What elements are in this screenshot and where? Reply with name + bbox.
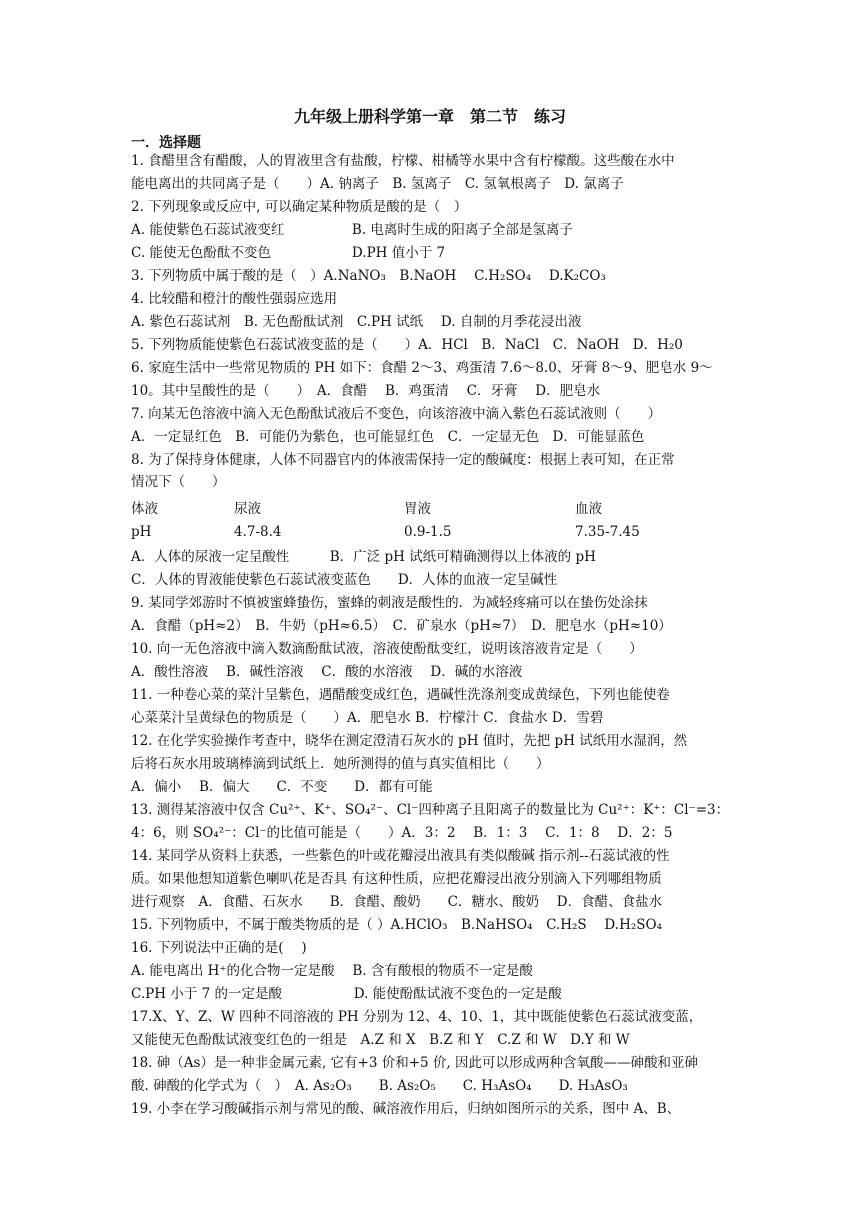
- table-cell: 体液: [131, 501, 158, 517]
- question-line: C. 能使无色酚酞不变色 D.PH 值小于 7: [131, 245, 446, 261]
- page-title: 九年级上册科学第一章 第二节 练习: [293, 107, 566, 126]
- question-line: 能电离出的共同离子是（ ）A. 钠离子 B. 氢离子 C. 氢氧根离子 D. 氯离子: [131, 176, 624, 192]
- question-line: 6. 家庭生活中一些常见物质的 PH 如下：食醋 2～3、鸡蛋清 7.6～8.0、牙膏 8～9、肥皂水 9～: [131, 360, 713, 376]
- question-line: 酸. 砷酸的化学式为（ ） A. As₂O₃ B. As₂O₅ C. H₃AsO₄ D. H₃AsO₃: [131, 1078, 628, 1094]
- table-cell: 胃液: [404, 501, 431, 517]
- question-line: A. 能电离出 H⁺的化合物一定是酸 B. 含有酸根的物质不一定是酸: [131, 963, 533, 979]
- question-line: 情况下（ ）: [131, 474, 226, 490]
- question-line: A．食醋（pH≈2） B．牛奶（pH≈6.5） C．矿泉水（pH≈7） D．肥皂水（pH≈10）: [131, 618, 672, 634]
- question-line: 19. 小李在学习酸碱指示剂与常见的酸、碱溶液作用后，归纳如图所示的关系，图中 A、B、: [131, 1101, 681, 1117]
- question-line: 15. 下列物质中，不属于酸类物质的是（ ）A.HClO₃ B.NaHSO₄ C.H₂S D.H₂SO₄: [131, 917, 662, 933]
- table-cell: 血液: [575, 501, 602, 517]
- table-cell: pH: [131, 524, 152, 540]
- question-line: 12. 在化学实验操作考查中，晓华在测定澄清石灰水的 pH 值时，先把 pH 试纸用水湿润，然: [131, 733, 688, 749]
- question-line: 9. 某同学郊游时不慎被蜜蜂蛰伤，蜜蜂的刺液是酸性的．为减轻疼痛可以在蛰伤处涂抹: [131, 595, 648, 611]
- question-line: 13. 测得某溶液中仅含 Cu²⁺、K⁺、SO₄²⁻、Cl⁻四种离子且阳离子的数量比为 Cu²⁺：K⁺：Cl⁻=3：: [131, 802, 730, 818]
- question-line: 2. 下列现象或反应中, 可以确定某种物质是酸的是（ ）: [131, 199, 468, 215]
- table-cell: 4.7-8.4: [234, 524, 282, 540]
- table-cell: 尿液: [234, 501, 261, 517]
- question-line: A．一定显红色 B．可能仍为紫色，也可能显红色 C．一定显无色 D．可能显蓝色: [131, 429, 645, 445]
- question-line: 10. 向一无色溶液中滴入数滴酚酞试液，溶液使酚酞变红，说明该溶液肯定是（ ）: [131, 641, 643, 657]
- table-row: [131, 524, 731, 544]
- question-line: 3. 下列物质中属于酸的是（ ）A.NaNO₃ B.NaOH C.H₂SO₄ D.K₂CO₃: [131, 268, 606, 284]
- question-line: 17.X、Y、Z、W 四种不同溶液的 PH 分别为 12、4、10、1，其中既能使紫色石蕊试液变蓝，: [131, 1009, 703, 1025]
- question-line: C.PH 小于 7 的一定是酸 D. 能使酚酞试液不变色的一定是酸: [131, 986, 562, 1002]
- question-line: A. 紫色石蕊试剂 B. 无色酚酞试剂 C.PH 试纸 D. 自制的月季花浸出液: [131, 314, 582, 330]
- question-line: 7. 向某无色溶液中滴入无色酚酞试液后不变色，向该溶液中滴入紫色石蕊试液则（ ）: [131, 406, 662, 422]
- table-cell: 0.9-1.5: [404, 524, 452, 540]
- question-line: 心菜菜汁呈黄绿色的物质是（ ）A．肥皂水 B．柠檬汁 C．食盐水 D．雪碧: [131, 710, 604, 726]
- question-line: 后将石灰水用玻璃棒滴到试纸上．她所测得的值与真实值相比（ ）: [131, 756, 550, 772]
- question-line: 1. 食醋里含有醋酸，人的胃液里含有盐酸，柠檬、柑橘等水果中含有柠檬酸。这些酸在水中: [131, 153, 675, 169]
- question-line: A．人体的尿液一定呈酸性 B．广泛 pH 试纸可精确测得以上体液的 pH: [131, 549, 596, 565]
- question-line: 质。如果他想知道紫色喇叭花是否具 有这种性质，应把花瓣浸出液分别滴入下列哪组物质: [131, 871, 662, 887]
- question-line: A．酸性溶液 B．碱性溶液 C．酸的水溶液 D．碱的水溶液: [131, 664, 523, 680]
- question-line: 11. 一种卷心菜的菜汁呈紫色，遇醋酸变成红色，遇碱性洗涤剂变成黄绿色，下列也能使卷: [131, 687, 670, 703]
- question-line: 进行观察 A．食醋、石灰水 B．食醋、酸奶 C．糖水、酸奶 D．食醋、食盐水: [131, 894, 663, 910]
- question-line: 18. 砷（As）是一种非金属元素, 它有+3 价和+5 价, 因此可以形成两种含氧酸——砷酸和亚砷: [131, 1055, 698, 1071]
- question-line: A. 能使紫色石蕊试液变红 B. 电离时生成的阳离子全部是氢离子: [131, 222, 573, 238]
- question-line: 5. 下列物质能使紫色石蕊试液变蓝的是（ ）A．HCl B．NaCl C．NaOH D．H₂0: [131, 337, 683, 353]
- question-line: 16. 下列说法中正确的是( ): [131, 940, 307, 956]
- question-line: 又能使无色酚酞试液变红色的一组是 A.Z 和 X B.Z 和 Y C.Z 和 W D.Y 和 W: [131, 1032, 630, 1048]
- question-line: A．偏小 B．偏大 C．不变 D．都有可能: [131, 779, 433, 795]
- question-line: 10。其中呈酸性的是（ ） A．食醋 B．鸡蛋清 C．牙膏 D．肥皂水: [131, 383, 601, 399]
- table-cell: 7.35-7.45: [575, 524, 640, 540]
- table-row: [131, 497, 731, 517]
- question-line: 4：6，则 SO₄²⁻：Cl⁻的比值可能是（ ）A．3：2 B．1：3 C．1：8 D．2：5: [131, 825, 673, 841]
- question-line: 4. 比较醋和橙汁的酸性强弱应选用: [131, 291, 338, 307]
- question-line: C．人体的胃液能使紫色石蕊试液变蓝色 D．人体的血液一定呈碱性: [131, 572, 558, 588]
- question-line: 8. 为了保持身体健康，人体不同器官内的体液需保持一定的酸碱度：根据上表可知，在正常: [131, 452, 675, 468]
- question-line: 14. 某同学从资料上获悉，一些紫色的叶或花瓣浸出液具有类似酸碱 指示剂--石蕊试液的性: [131, 848, 670, 864]
- section-heading: 一．选择题: [131, 135, 201, 151]
